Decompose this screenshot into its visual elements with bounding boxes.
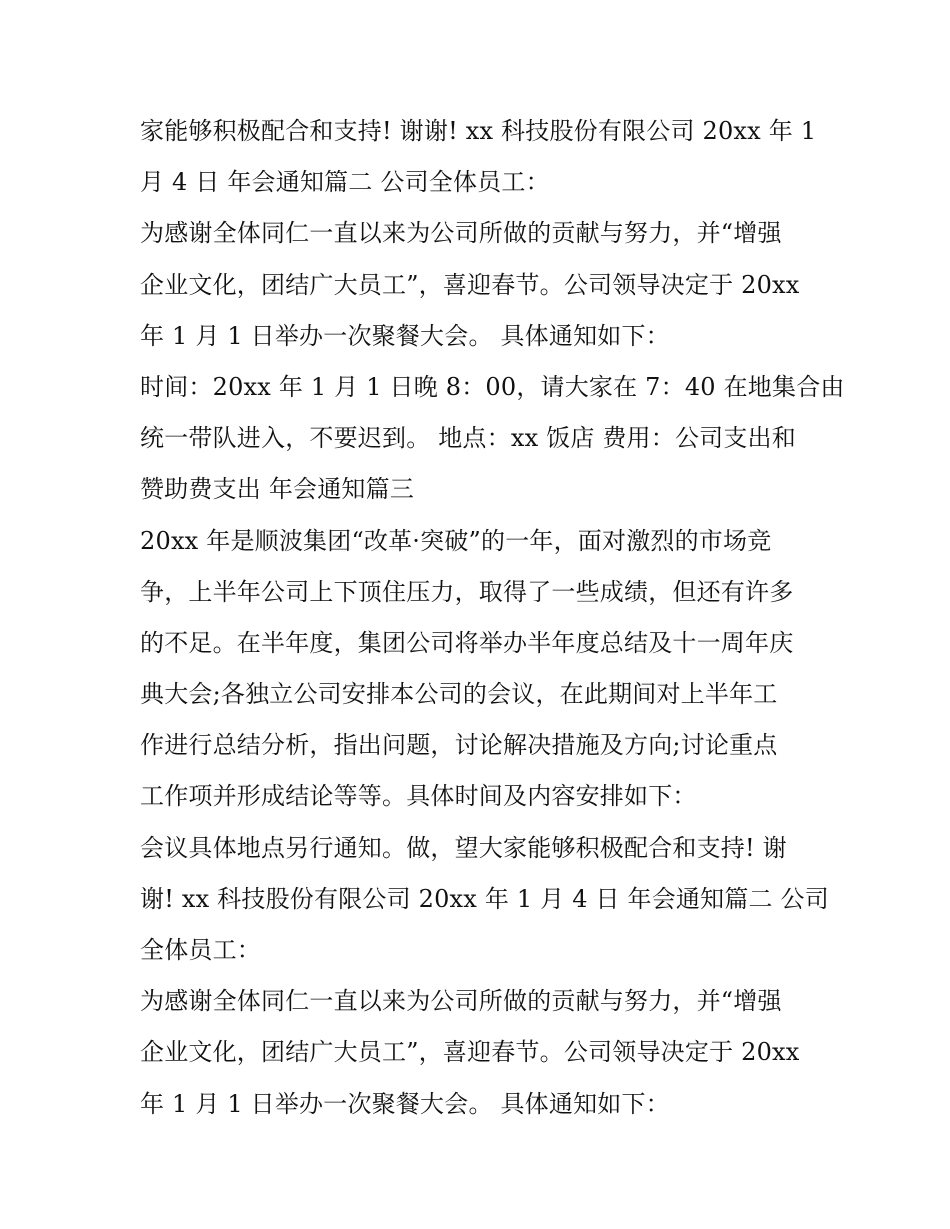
text-line: 统一带队进入，不要迟到。 地点：xx 饭店 费用：公司支出和 [140,424,796,453]
text-line: 作进行总结分析，指出问题，讨论解决措施及方向;讨论重点 [140,731,778,760]
text-line: 赞助费支出 年会通知篇三 [140,475,415,504]
text-line: 企业文化，团结广大员工”，喜迎春节。公司领导决定于 20xx [140,1038,800,1067]
text-line: 月 4 日 年会通知篇二 公司全体员工： [140,168,550,197]
text-line: 会议具体地点另行通知。做，望大家能够积极配合和支持! 谢 [140,833,787,862]
text-line: 为感谢全体同仁一直以来为公司所做的贡献与努力，并“增强 [140,219,782,248]
text-line: 典大会;各独立公司安排本公司的会议，在此期间对上半年工 [140,680,778,709]
text-line: 20xx 年是顺波集团“改革·突破”的一年，面对激烈的市场竞 [140,526,772,555]
text-line: 争，上半年公司上下顶住压力，取得了一些成绩，但还有许多 [140,577,794,606]
text-line: 企业文化，团结广大员工”，喜迎春节。公司领导决定于 20xx [140,270,800,299]
text-line: 家能够积极配合和支持! 谢谢! xx 科技股份有限公司 20xx 年 1 [140,117,817,145]
text-line: 谢! xx 科技股份有限公司 20xx 年 1 月 4 日 年会通知篇二 公司 [140,884,829,913]
text-line: 年 1 月 1 日举办一次聚餐大会。 具体通知如下： [140,321,670,350]
text-line: 年 1 月 1 日举办一次聚餐大会。 具体通知如下： [140,1089,670,1118]
text-line: 时间：20xx 年 1 月 1 日晚 8：00，请大家在 7：40 在地集合由 [140,372,845,401]
text-line: 工作项并形成结论等等。具体时间及内容安排如下： [140,782,697,811]
document-body [140,106,845,1130]
text-line: 全体员工： [140,936,261,964]
text-line: 的不足。在半年度，集团公司将举办半年度总结及十一周年庆 [140,628,794,657]
text-line: 为感谢全体同仁一直以来为公司所做的贡献与努力，并“增强 [140,987,782,1016]
